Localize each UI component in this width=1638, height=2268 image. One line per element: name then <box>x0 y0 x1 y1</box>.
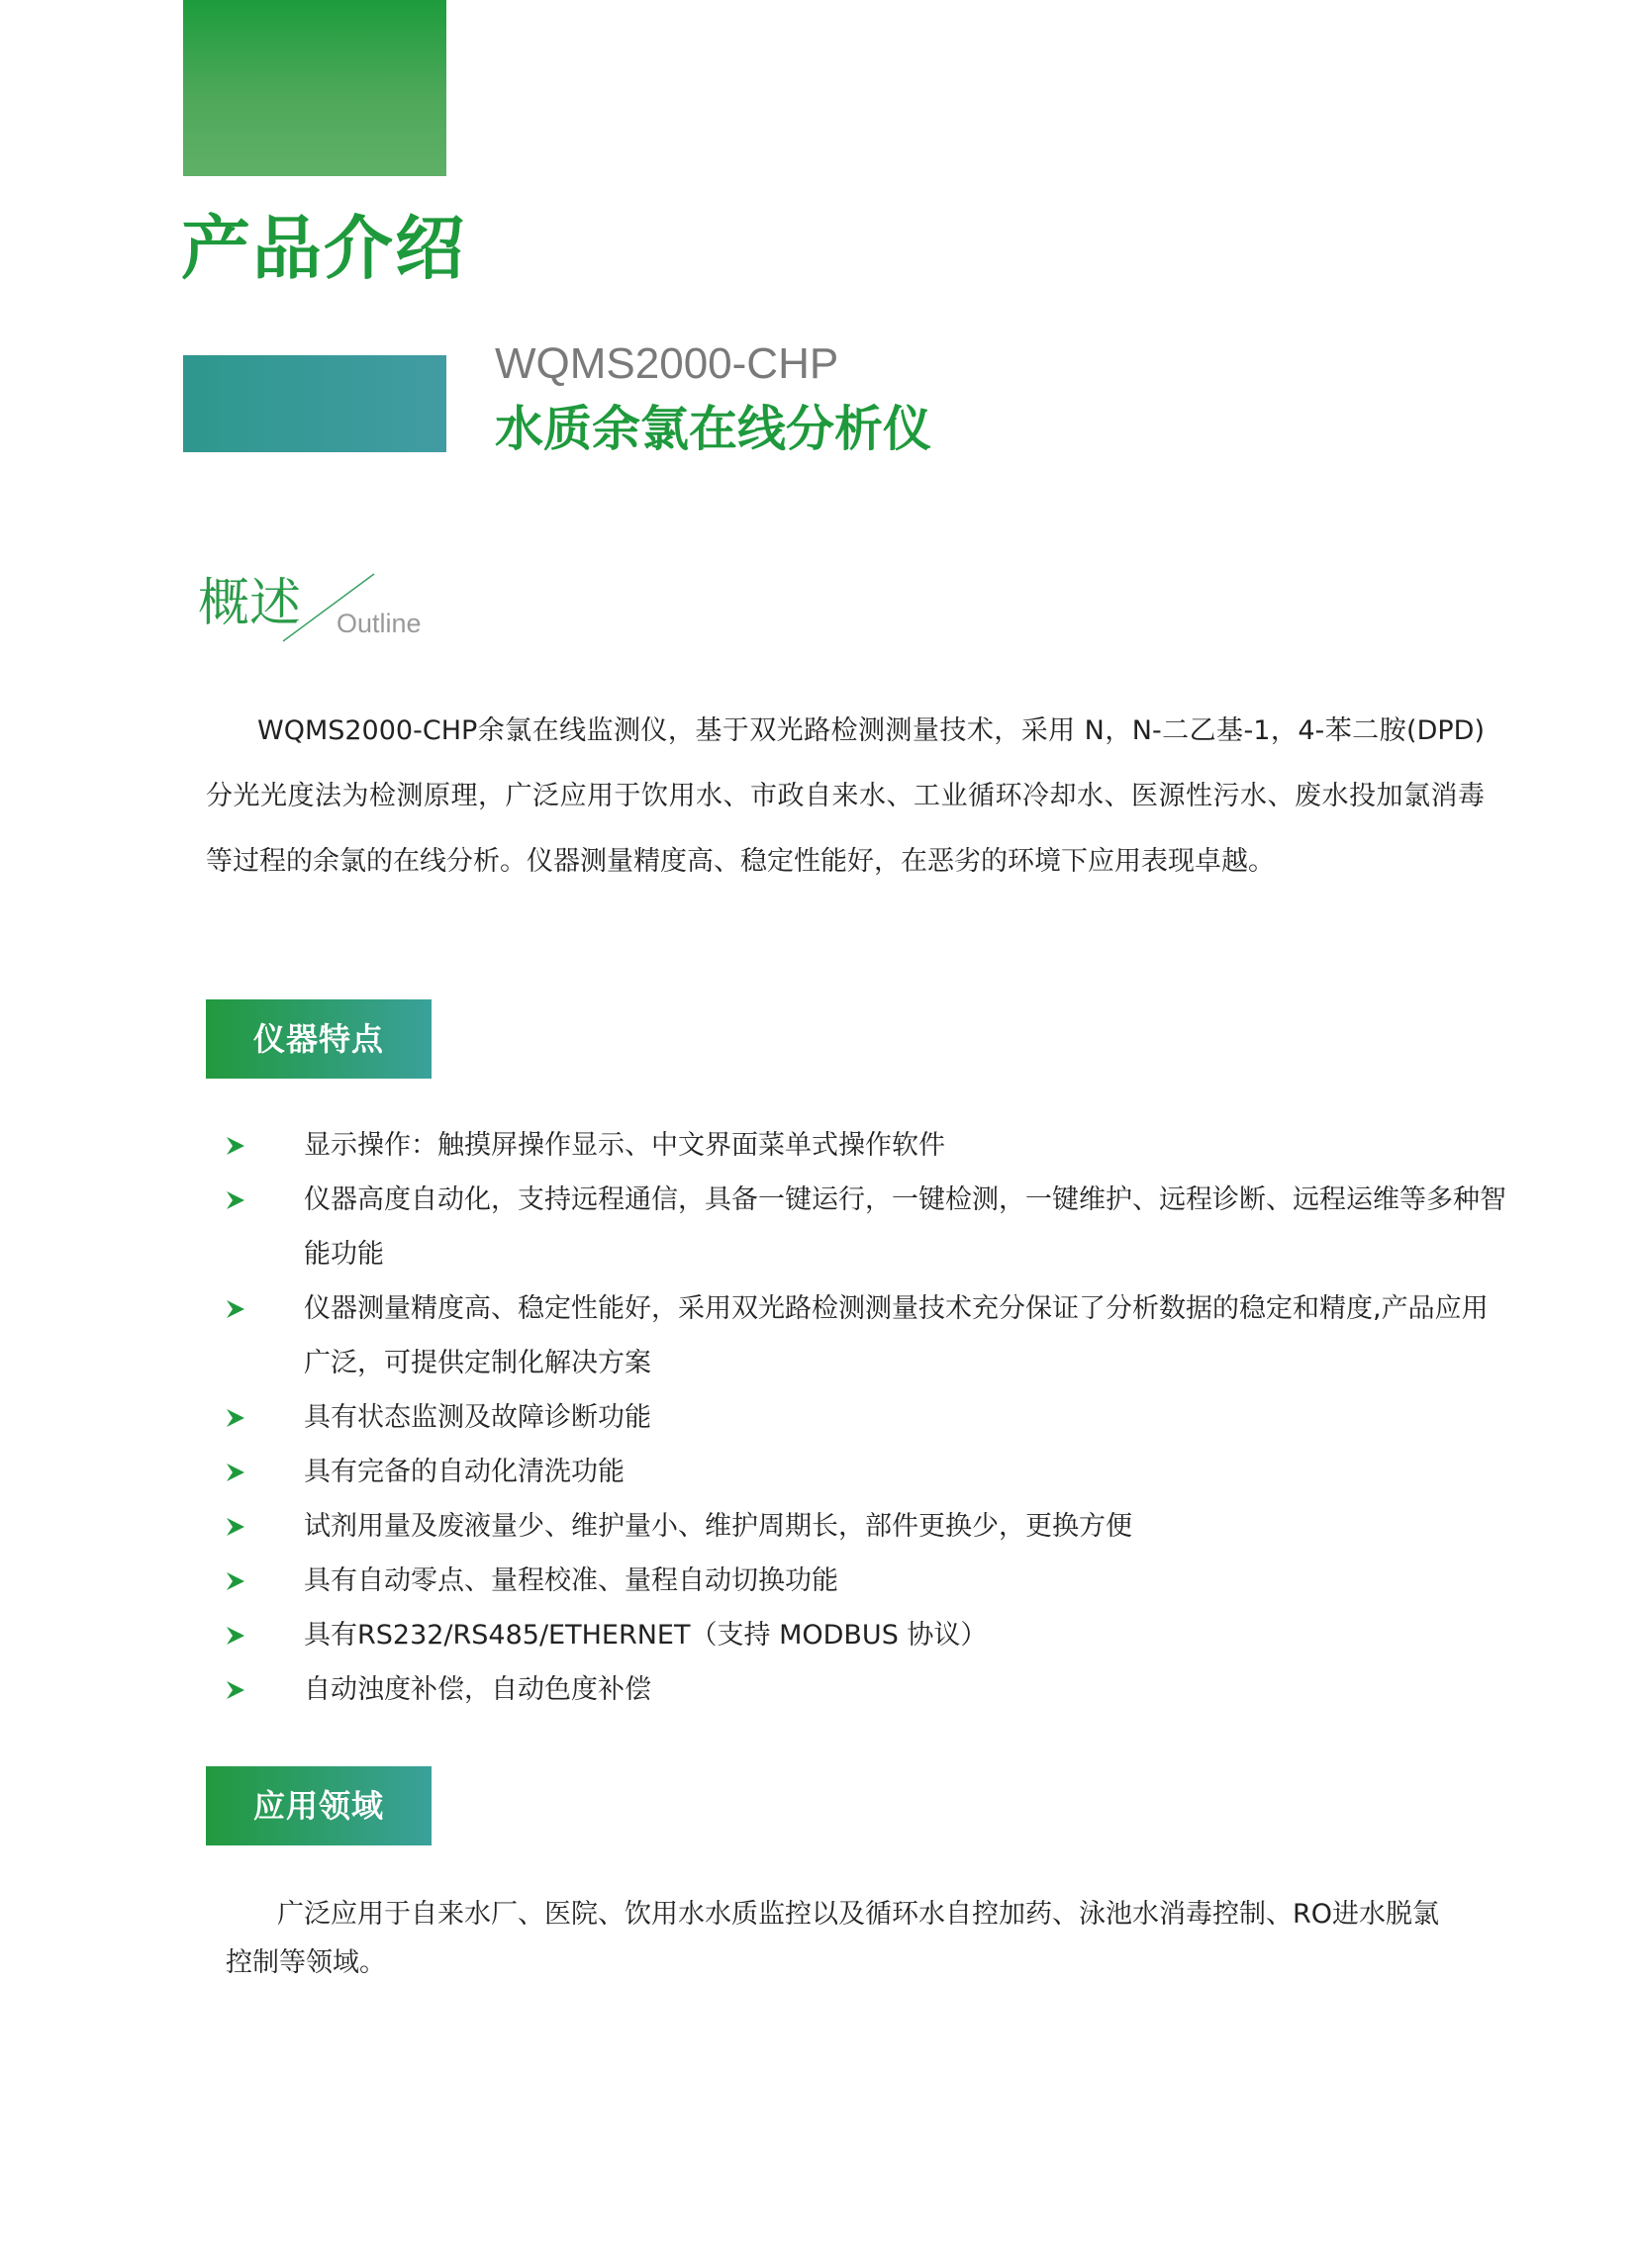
features-heading: 仪器特点 <box>206 999 432 1079</box>
product-model: WQMS2000-CHP <box>495 339 839 388</box>
feature-item: 自动浊度补偿，自动色度补偿 <box>223 1662 1509 1717</box>
feature-item: 显示操作：触摸屏操作显示、中文界面菜单式操作软件 <box>223 1118 1509 1173</box>
feature-item: 具有RS232/RS485/ETHERNET（支持 MODBUS 协议） <box>223 1608 1509 1662</box>
header-green-block <box>183 0 446 176</box>
feature-item: 具有状态监测及故障诊断功能 <box>223 1390 1509 1445</box>
feature-item: 具有自动零点、量程校准、量程自动切换功能 <box>223 1554 1509 1608</box>
arrowhead-bullet-icon <box>225 1390 250 1445</box>
header-teal-block <box>183 355 446 452</box>
arrowhead-bullet-icon <box>225 1118 250 1173</box>
arrowhead-bullet-icon <box>225 1173 250 1227</box>
applications-paragraph: 广泛应用于自来水厂、医院、饮用水水质监控以及循环水自控加药、泳池水消毒控制、RO进水脱氯控制等领域。 <box>226 1899 1440 1978</box>
arrowhead-bullet-icon <box>225 1662 250 1717</box>
arrowhead-bullet-icon <box>225 1499 250 1554</box>
arrowhead-bullet-icon <box>225 1281 250 1336</box>
outline-title: 概述 <box>198 574 302 633</box>
page-title: 产品介绍 <box>181 208 466 289</box>
outline-subtitle: Outline <box>337 609 422 638</box>
arrowhead-bullet-icon <box>225 1554 250 1608</box>
product-name: 水质余氯在线分析仪 <box>495 401 932 457</box>
feature-item: 具有完备的自动化清洗功能 <box>223 1445 1509 1499</box>
feature-item: 仪器高度自动化，支持远程通信，具备一键运行，一键检测，一键维护、远程诊断、远程运维等多种智能功能 <box>223 1173 1509 1281</box>
applications-heading: 应用领域 <box>206 1766 432 1845</box>
feature-item: 仪器测量精度高、稳定性能好，采用双光路检测测量技术充分保证了分析数据的稳定和精度,产品应用广泛，可提供定制化解决方案 <box>223 1281 1509 1390</box>
features-list <box>223 1118 1509 1717</box>
arrowhead-bullet-icon <box>225 1608 250 1662</box>
feature-item: 试剂用量及废液量少、维护量小、维护周期长，部件更换少，更换方便 <box>223 1499 1509 1554</box>
outline-paragraph: WQMS2000-CHP余氯在线监测仪，基于双光路检测测量技术，采用 N，N-二乙基-1，4-苯二胺(DPD)分光光度法为检测原理，广泛应用于饮用水、市政自来水、工业循环冷却水、医源性污水、废水投加氯消毒等过程的余氯的在线分析。仪器测量精度高、稳定性能好，在恶劣的环境下应用表现卓越。 <box>206 715 1485 877</box>
arrowhead-bullet-icon <box>225 1445 250 1499</box>
